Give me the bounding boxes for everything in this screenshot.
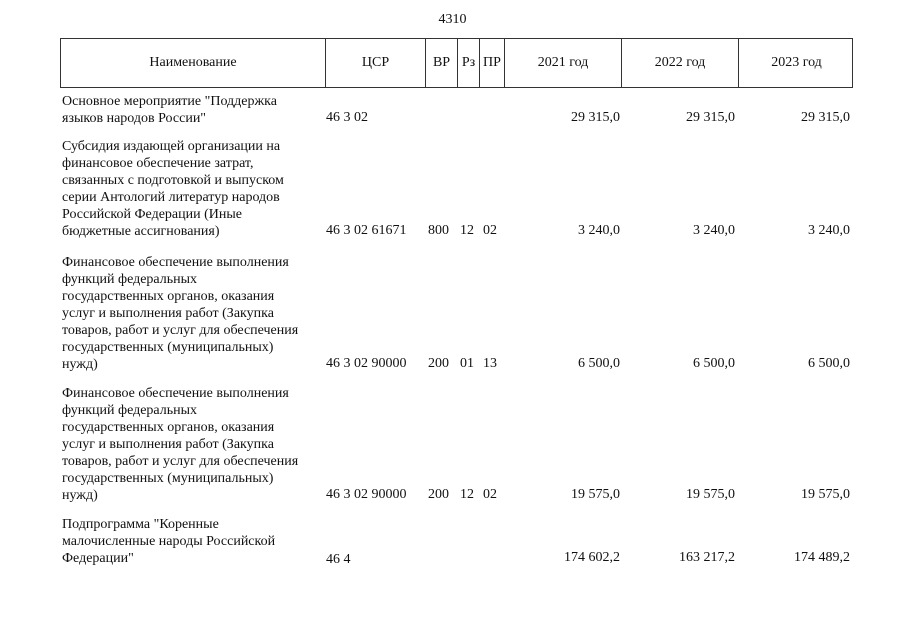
name-line: языков народов России" <box>62 111 207 126</box>
row-pr: 02 <box>483 223 497 238</box>
row-vr: 800 <box>428 223 449 238</box>
header-2023: 2023 год <box>771 55 822 70</box>
name-line: серии Антологий литератур народов <box>62 190 280 205</box>
name-line: Субсидия издающей организации на <box>62 139 281 154</box>
row-pr: 02 <box>483 487 497 502</box>
row-vr: 200 <box>428 487 449 502</box>
row-2023: 29 315,0 <box>801 110 850 125</box>
name-line: товаров, работ и услуг для обеспечения <box>62 323 299 338</box>
name-line: малочисленные народы Российской <box>62 534 276 549</box>
row-name <box>62 385 320 504</box>
row-2022: 3 240,0 <box>693 223 735 238</box>
name-line: Финансовое обеспечение выполнения <box>62 255 289 270</box>
row-2022: 6 500,0 <box>693 356 735 371</box>
table-header <box>60 38 853 88</box>
name-line: государственных органов, оказания <box>62 420 275 435</box>
header-name: Наименование <box>61 39 326 87</box>
row-csr: 46 3 02 61671 <box>326 223 407 238</box>
name-line: товаров, работ и услуг для обеспечения <box>62 454 299 469</box>
row-name <box>62 254 320 373</box>
name-line: Основное мероприятие "Поддержка <box>62 94 277 109</box>
name-line: функций федеральных <box>62 403 198 418</box>
row-2021: 19 575,0 <box>571 487 620 502</box>
name-line: нужд) <box>62 357 98 372</box>
name-line: связанных с подготовкой и выпуском <box>62 173 284 188</box>
name-line: функций федеральных <box>62 272 198 287</box>
row-2021: 3 240,0 <box>578 223 620 238</box>
row-2023: 19 575,0 <box>801 487 850 502</box>
name-line: финансовое обеспечение затрат, <box>62 156 254 171</box>
name-line: услуг и выполнения работ (Закупка <box>62 306 274 321</box>
name-line: Финансовое обеспечение выполнения <box>62 386 289 401</box>
name-line: государственных органов, оказания <box>62 289 275 304</box>
row-csr: 46 3 02 90000 <box>326 356 407 371</box>
name-line: услуг и выполнения работ (Закупка <box>62 437 274 452</box>
header-pr: ПР <box>480 39 505 87</box>
header-2022: 2022 год <box>622 39 739 87</box>
row-vr: 200 <box>428 356 449 371</box>
row-rz: 12 <box>460 223 474 238</box>
row-name <box>62 516 320 567</box>
row-csr: 46 3 02 <box>326 110 368 125</box>
row-2021: 174 602,2 <box>564 550 620 565</box>
page-number: 4310 <box>438 12 467 27</box>
row-csr: 46 4 <box>326 552 351 567</box>
name-line: Российской Федерации (Иные <box>62 207 242 222</box>
row-2022: 163 217,2 <box>679 550 735 565</box>
row-2022: 19 575,0 <box>686 487 735 502</box>
row-2023: 6 500,0 <box>808 356 850 371</box>
header-2021: 2021 год <box>505 39 622 87</box>
header-vr: ВР <box>426 39 458 87</box>
row-2021: 6 500,0 <box>578 356 620 371</box>
row-2021: 29 315,0 <box>571 110 620 125</box>
row-rz: 12 <box>460 487 474 502</box>
row-name <box>62 138 320 240</box>
row-name <box>62 93 320 127</box>
name-line: нужд) <box>62 488 98 503</box>
row-2023: 3 240,0 <box>808 223 850 238</box>
header-csr: ЦСР <box>326 39 426 87</box>
name-line: государственных (муниципальных) <box>62 340 274 355</box>
header-rz: Рз <box>458 39 480 87</box>
name-line: Федерации" <box>62 551 134 566</box>
name-line: Подпрограмма "Коренные <box>62 517 219 532</box>
row-2022: 29 315,0 <box>686 110 735 125</box>
row-rz: 01 <box>460 356 474 371</box>
name-line: государственных (муниципальных) <box>62 471 274 486</box>
row-csr: 46 3 02 90000 <box>326 487 407 502</box>
row-pr: 13 <box>483 356 497 371</box>
name-line: бюджетные ассигнования) <box>62 224 220 239</box>
row-2023: 174 489,2 <box>794 550 850 565</box>
